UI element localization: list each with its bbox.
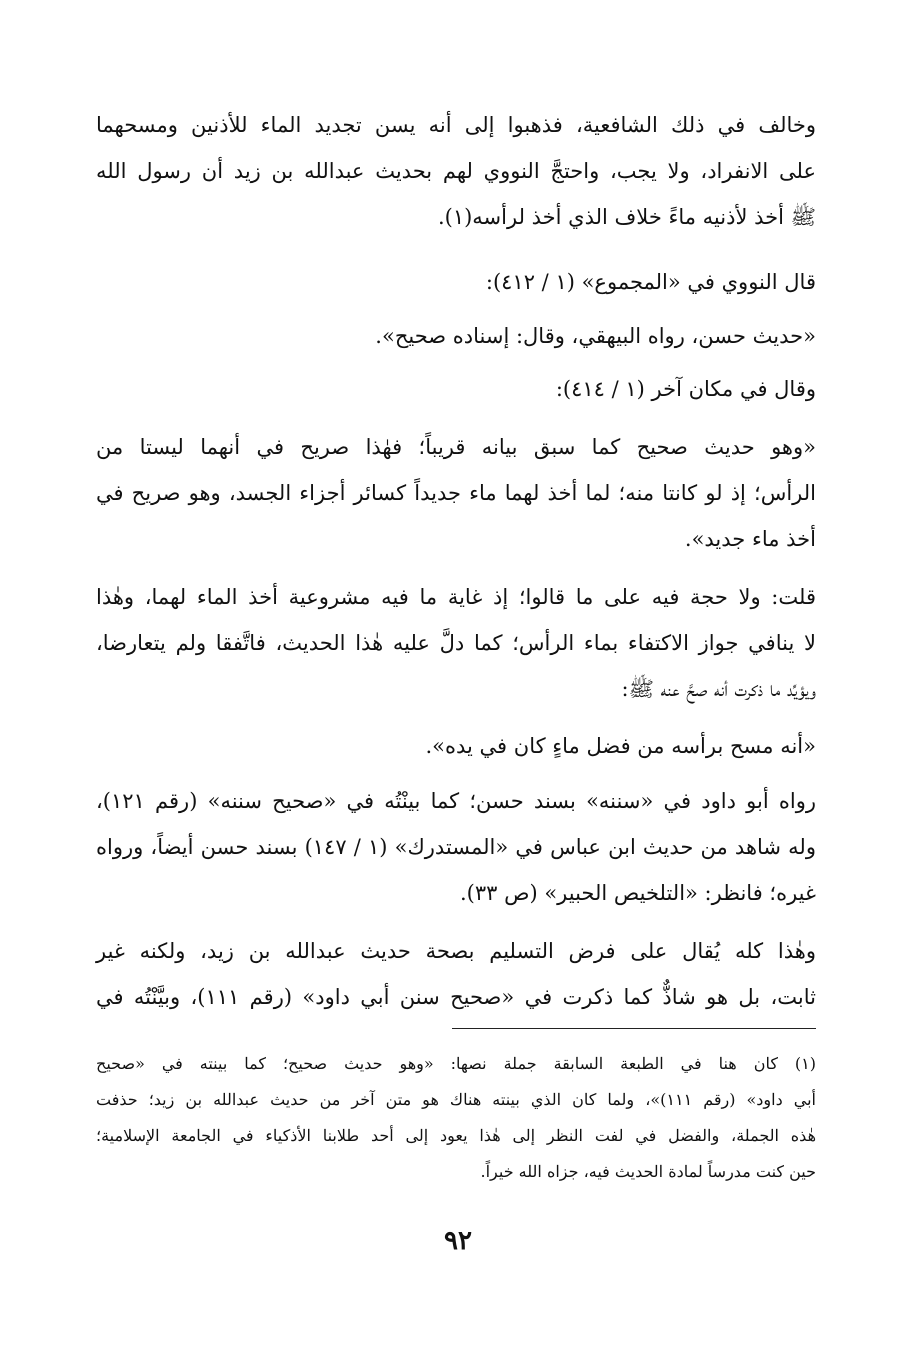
- text-line: «حديث حسن، رواه البيهقي، وقال: إسناده صحيح».: [375, 324, 816, 348]
- text-line: ثابت، بل هو شاذٌّ كما ذكرت في «صحيح سنن أبي داود» (رقم ١١١)، وبيَّنْتُه في: [96, 985, 816, 1009]
- text-line: وله شاهد من حديث ابن عباس في «المستدرك» (١ / ١٤٧) بسند حسن أيضاً، ورواه: [96, 835, 816, 859]
- page-number: ٩٢: [444, 1226, 472, 1256]
- footnote: [96, 1046, 816, 1190]
- paragraph-hadith-grading: [96, 313, 816, 359]
- text-line: على الانفراد، ولا يجب، واحتجَّ النووي لهم بحديث عبدالله بن زيد أن رسول الله: [96, 159, 816, 183]
- text-line: قلت: ولا حجة فيه على ما قالوا؛ إذ غاية ما فيه مشروعية أخذ الماء لهما، وهٰذا: [96, 585, 816, 609]
- footnote-line: (١) كان هنا في الطبعة السابقة جملة نصها: «وهو حديث صحيح؛ كما بينته في «صحيح: [96, 1054, 816, 1073]
- text-line: وهٰذا كله يُقال على فرض التسليم بصحة حديث عبدالله بن زيد، ولكنه غير: [96, 939, 816, 963]
- footnote-line: حين كنت مدرساً لمادة الحديث فيه، جزاه الله خيراً.: [480, 1162, 816, 1181]
- footnote-line: أبي داود» (رقم ١١١)»، ولما كان الذي بينته هناك هو متن آخر من حديث عبدالله بن زيد؛ حذفت: [96, 1090, 817, 1109]
- text-line: ﷺ أخذ لأذنيه ماءً خلاف الذي أخذ لرأسه(١).: [437, 205, 816, 229]
- text-line: الرأس؛ إذ لو كانتا منه؛ لما أخذ لهما ماء جديداً كسائر أجزاء الجسد، وهو صريح في: [96, 481, 816, 505]
- paragraph-conclusion: [96, 928, 816, 1020]
- text-line: أخذ ماء جديد».: [684, 527, 816, 551]
- text-line: «وهو حديث صحيح كما سبق بيانه قريباً؛ فهٰذا صريح في أنهما ليستا من: [96, 435, 816, 459]
- paragraph-nawawi-other-place: [96, 366, 816, 412]
- text-line: وقال في مكان آخر (١ / ٤١٤):: [555, 377, 816, 401]
- footnote-divider: [452, 1028, 816, 1029]
- paragraph-nawawi-quote: [96, 424, 816, 562]
- paragraph-shafii-view: [96, 102, 816, 240]
- paragraph-author-response: [96, 574, 816, 712]
- text-line: ويؤيِّد ما ذكرت أنه صحَّ عنه ﷺ:: [621, 677, 816, 701]
- footnote-line: هٰذه الجملة، والفضل في لفت النظر إلى هٰذا يعود إلى أحد طلابنا الأذكياء في الجامعة الإسلامية؛: [96, 1126, 816, 1145]
- paragraph-hadith-sources: [96, 778, 816, 916]
- paragraph-hadith-text: [96, 723, 816, 769]
- text-line: وخالف في ذلك الشافعية، فذهبوا إلى أنه يسن تجديد الماء للأذنين ومسحهما: [96, 113, 816, 137]
- text-line: غيره؛ فانظر: «التلخيص الحبير» (ص ٣٣).: [459, 881, 816, 905]
- text-line: رواه أبو داود في «سننه» بسند حسن؛ كما بينْتُه في «صحيح سننه» (رقم ١٢١)،: [96, 789, 816, 813]
- text-line: «أنه مسح برأسه من فضل ماءٍ كان في يده».: [425, 734, 816, 758]
- text-line: قال النووي في «المجموع» (١ / ٤١٢):: [485, 270, 816, 294]
- paragraph-nawawi-quote-intro: [96, 259, 816, 305]
- text-line: لا ينافي جواز الاكتفاء بماء الرأس؛ كما دلَّ عليه هٰذا الحديث، فاتَّفقا ولم يتعارضا،: [96, 631, 816, 655]
